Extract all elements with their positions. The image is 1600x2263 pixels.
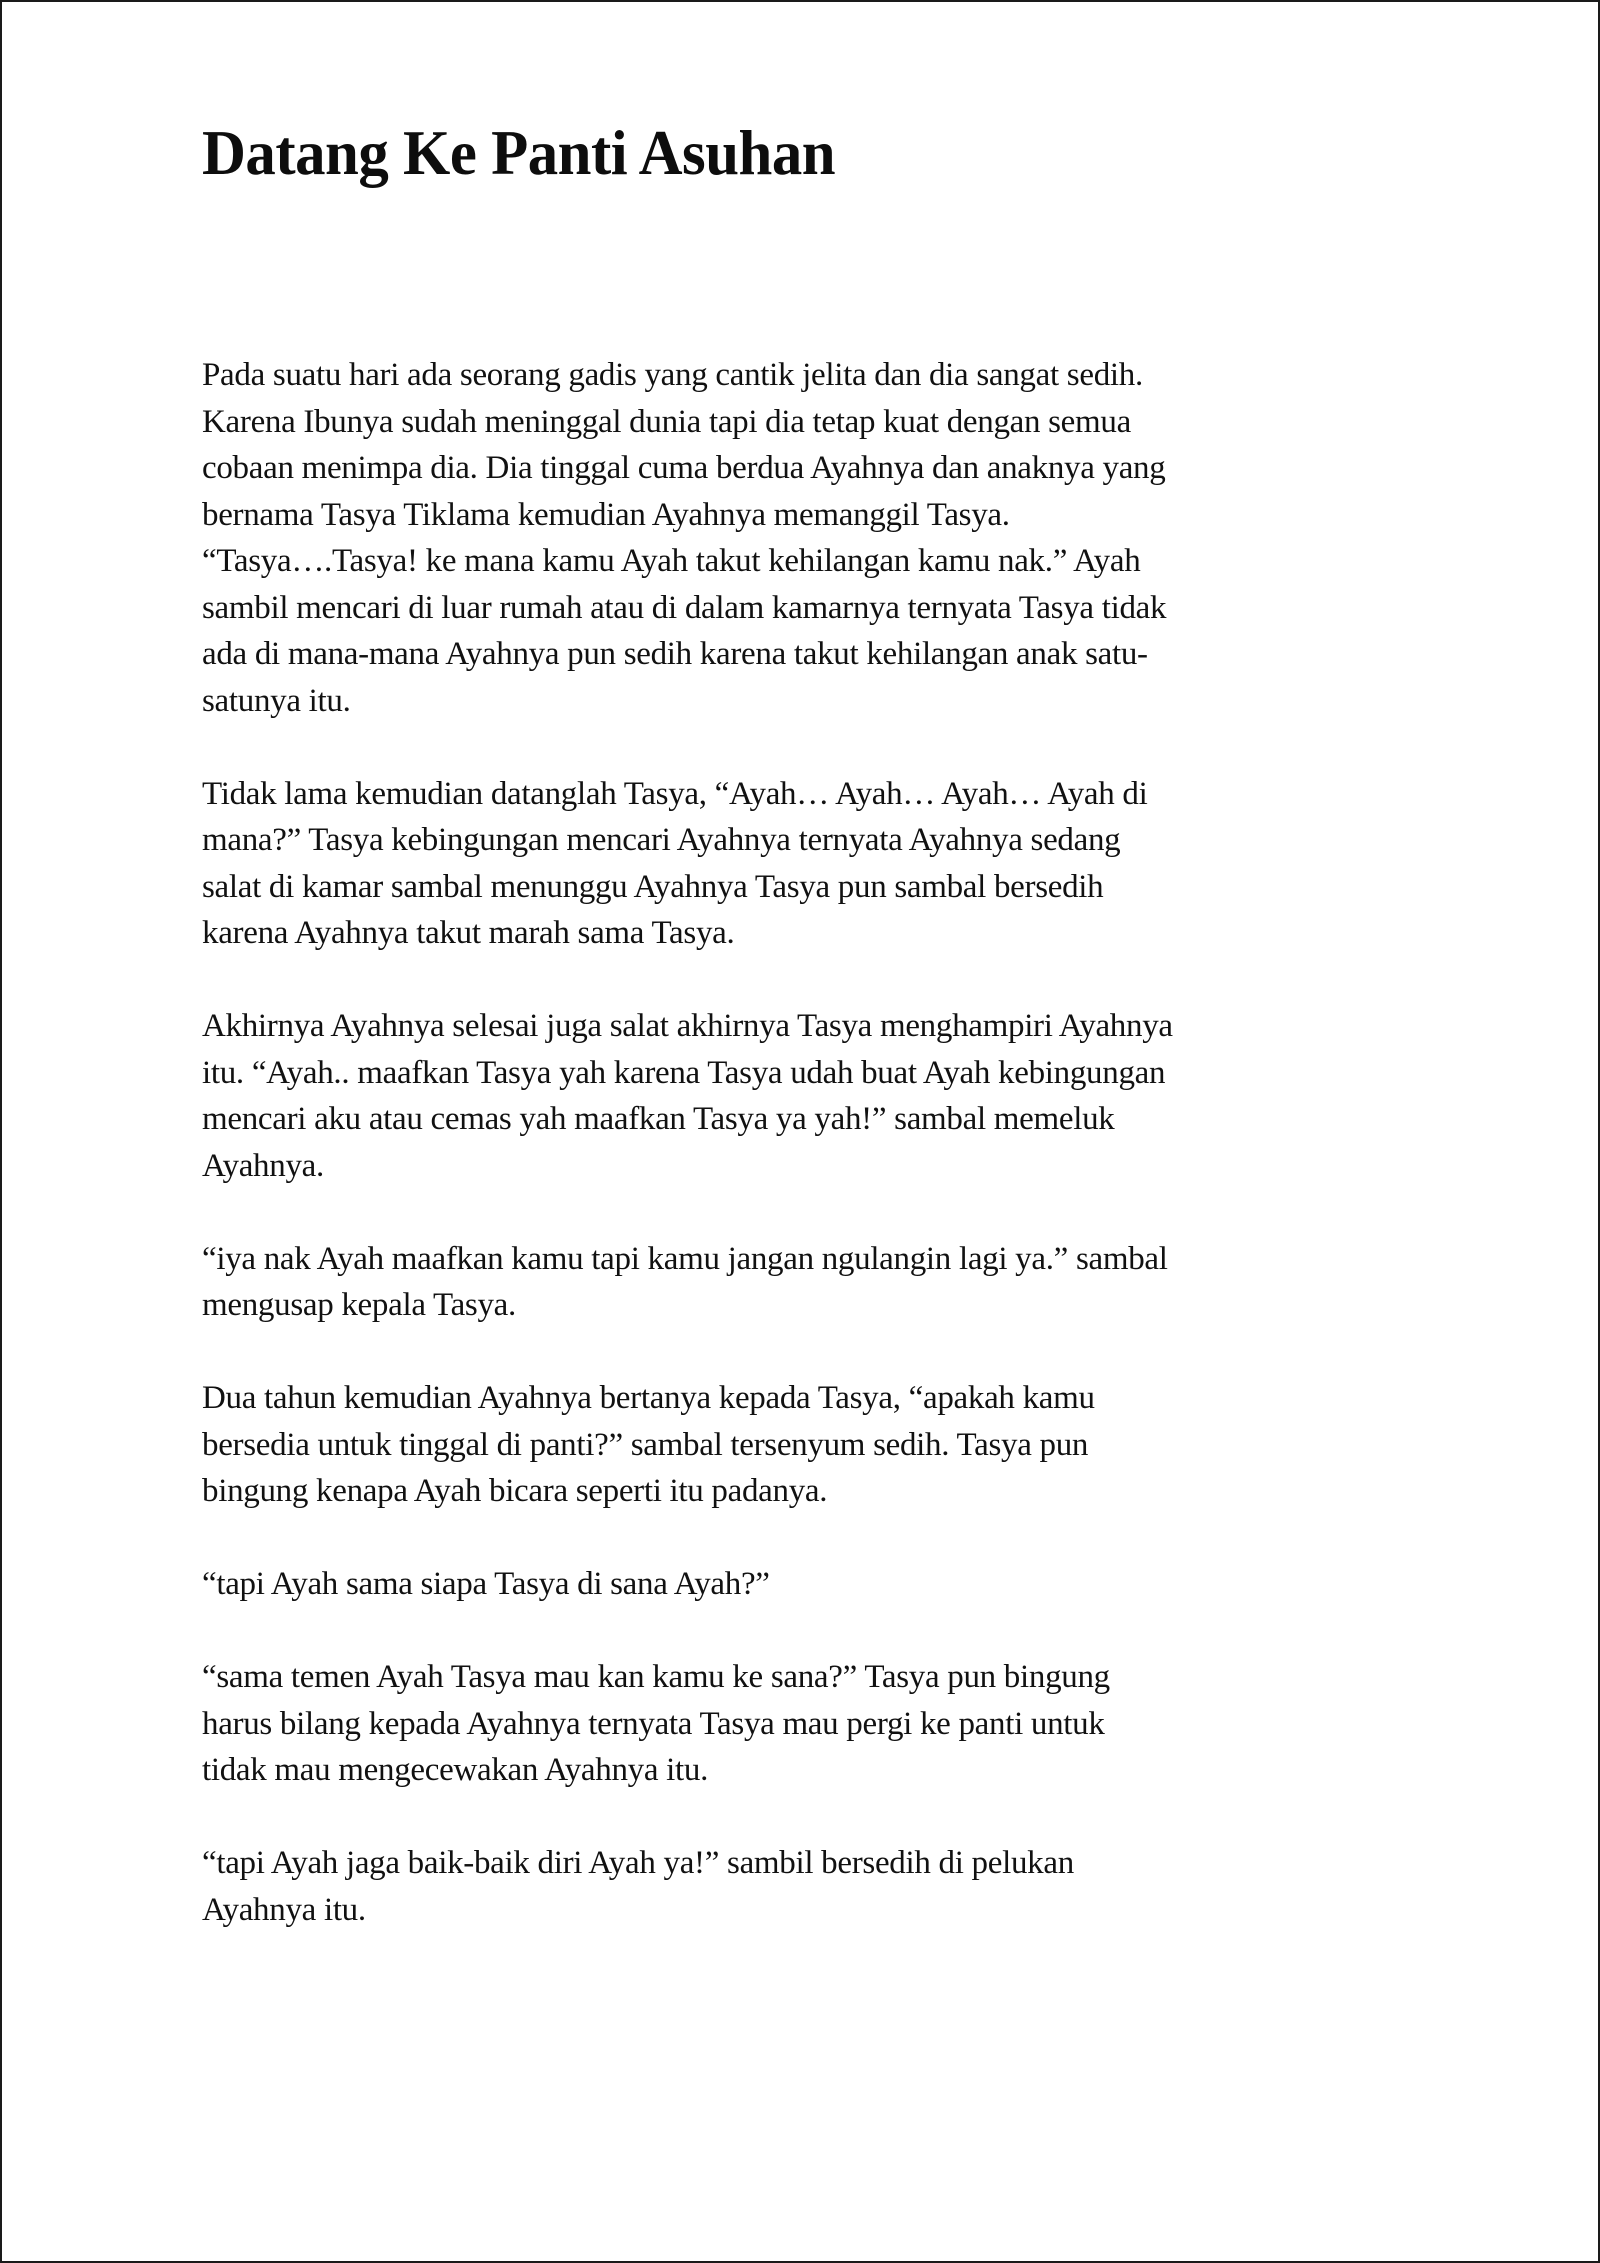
text-line: “tapi Ayah sama siapa Tasya di sana Ayah?”: [202, 1566, 770, 1602]
paragraph-3: [202, 1003, 1442, 1189]
text-line: harus bilang kepada Ayahnya ternyata Tasya mau pergi ke panti untuk: [202, 1705, 1105, 1742]
text-line: Karena Ibunya sudah meninggal dunia tapi dia tetap kuat dengan semua: [202, 403, 1131, 440]
text-line: bernama Tasya Tiklama kemudian Ayahnya memanggil Tasya.: [202, 496, 1010, 533]
text-line: itu. “Ayah.. maafkan Tasya yah karena Tasya udah buat Ayah kebingungan: [202, 1054, 1166, 1091]
text-line: cobaan menimpa dia. Dia tinggal cuma berdua Ayahnya dan anaknya yang: [202, 450, 1166, 486]
text-line: “sama temen Ayah Tasya mau kan kamu ke sana?” Tasya pun bingung: [202, 1659, 1110, 1695]
paragraph-2: [202, 771, 1442, 957]
text-line: bersedia untuk tinggal di panti?” sambal tersenyum sedih. Tasya pun: [202, 1426, 1089, 1463]
text-line: bingung kenapa Ayah bicara seperti itu padanya.: [202, 1473, 828, 1509]
paragraph-4: [202, 1236, 1442, 1329]
text-line: Akhirnya Ayahnya selesai juga salat akhirnya Tasya menghampiri Ayahnya: [202, 1008, 1173, 1044]
text-line: “tapi Ayah jaga baik-baik diri Ayah ya!” sambil bersedih di pelukan: [202, 1845, 1074, 1881]
paragraph-1: [202, 352, 1442, 724]
text-line: Tidak lama kemudian datanglah Tasya, “Ayah… Ayah… Ayah… Ayah di: [202, 775, 1148, 812]
text-line: Ayahnya.: [202, 1147, 324, 1184]
text-line: Ayahnya itu.: [202, 1891, 366, 1928]
text-line: karena Ayahnya takut marah sama Tasya.: [202, 915, 735, 951]
paragraph-8: [202, 1840, 1442, 1933]
text-line: Dua tahun kemudian Ayahnya bertanya kepada Tasya, “apakah kamu: [202, 1380, 1095, 1416]
text-line: mencari aku atau cemas yah maafkan Tasya ya yah!” sambal memeluk: [202, 1101, 1115, 1137]
paragraph-5: [202, 1375, 1442, 1515]
text-line: Pada suatu hari ada seorang gadis yang cantik jelita dan dia sangat sedih.: [202, 357, 1143, 393]
text-line: salat di kamar sambal menunggu Ayahnya Tasya pun sambal bersedih: [202, 868, 1104, 905]
document-body: [202, 352, 1442, 1980]
text-line: mengusap kepala Tasya.: [202, 1287, 516, 1323]
paragraph-6: [202, 1561, 1442, 1608]
paragraph-7: [202, 1654, 1442, 1794]
text-line: tidak mau mengecewakan Ayahnya itu.: [202, 1752, 709, 1788]
text-line: satunya itu.: [202, 682, 351, 719]
text-line: “Tasya….Tasya! ke mana kamu Ayah takut kehilangan kamu nak.” Ayah: [202, 543, 1141, 579]
text-line: ada di mana-mana Ayahnya pun sedih karena takut kehilangan anak satu-: [202, 636, 1148, 672]
text-line: “iya nak Ayah maafkan kamu tapi kamu jangan ngulangin lagi ya.” sambal: [202, 1240, 1168, 1277]
document-title: Datang Ke Panti Asuhan: [202, 117, 836, 188]
text-line: sambil mencari di luar rumah atau di dalam kamarnya ternyata Tasya tidak: [202, 589, 1167, 626]
text-line: mana?” Tasya kebingungan mencari Ayahnya ternyata Ayahnya sedang: [202, 822, 1121, 858]
